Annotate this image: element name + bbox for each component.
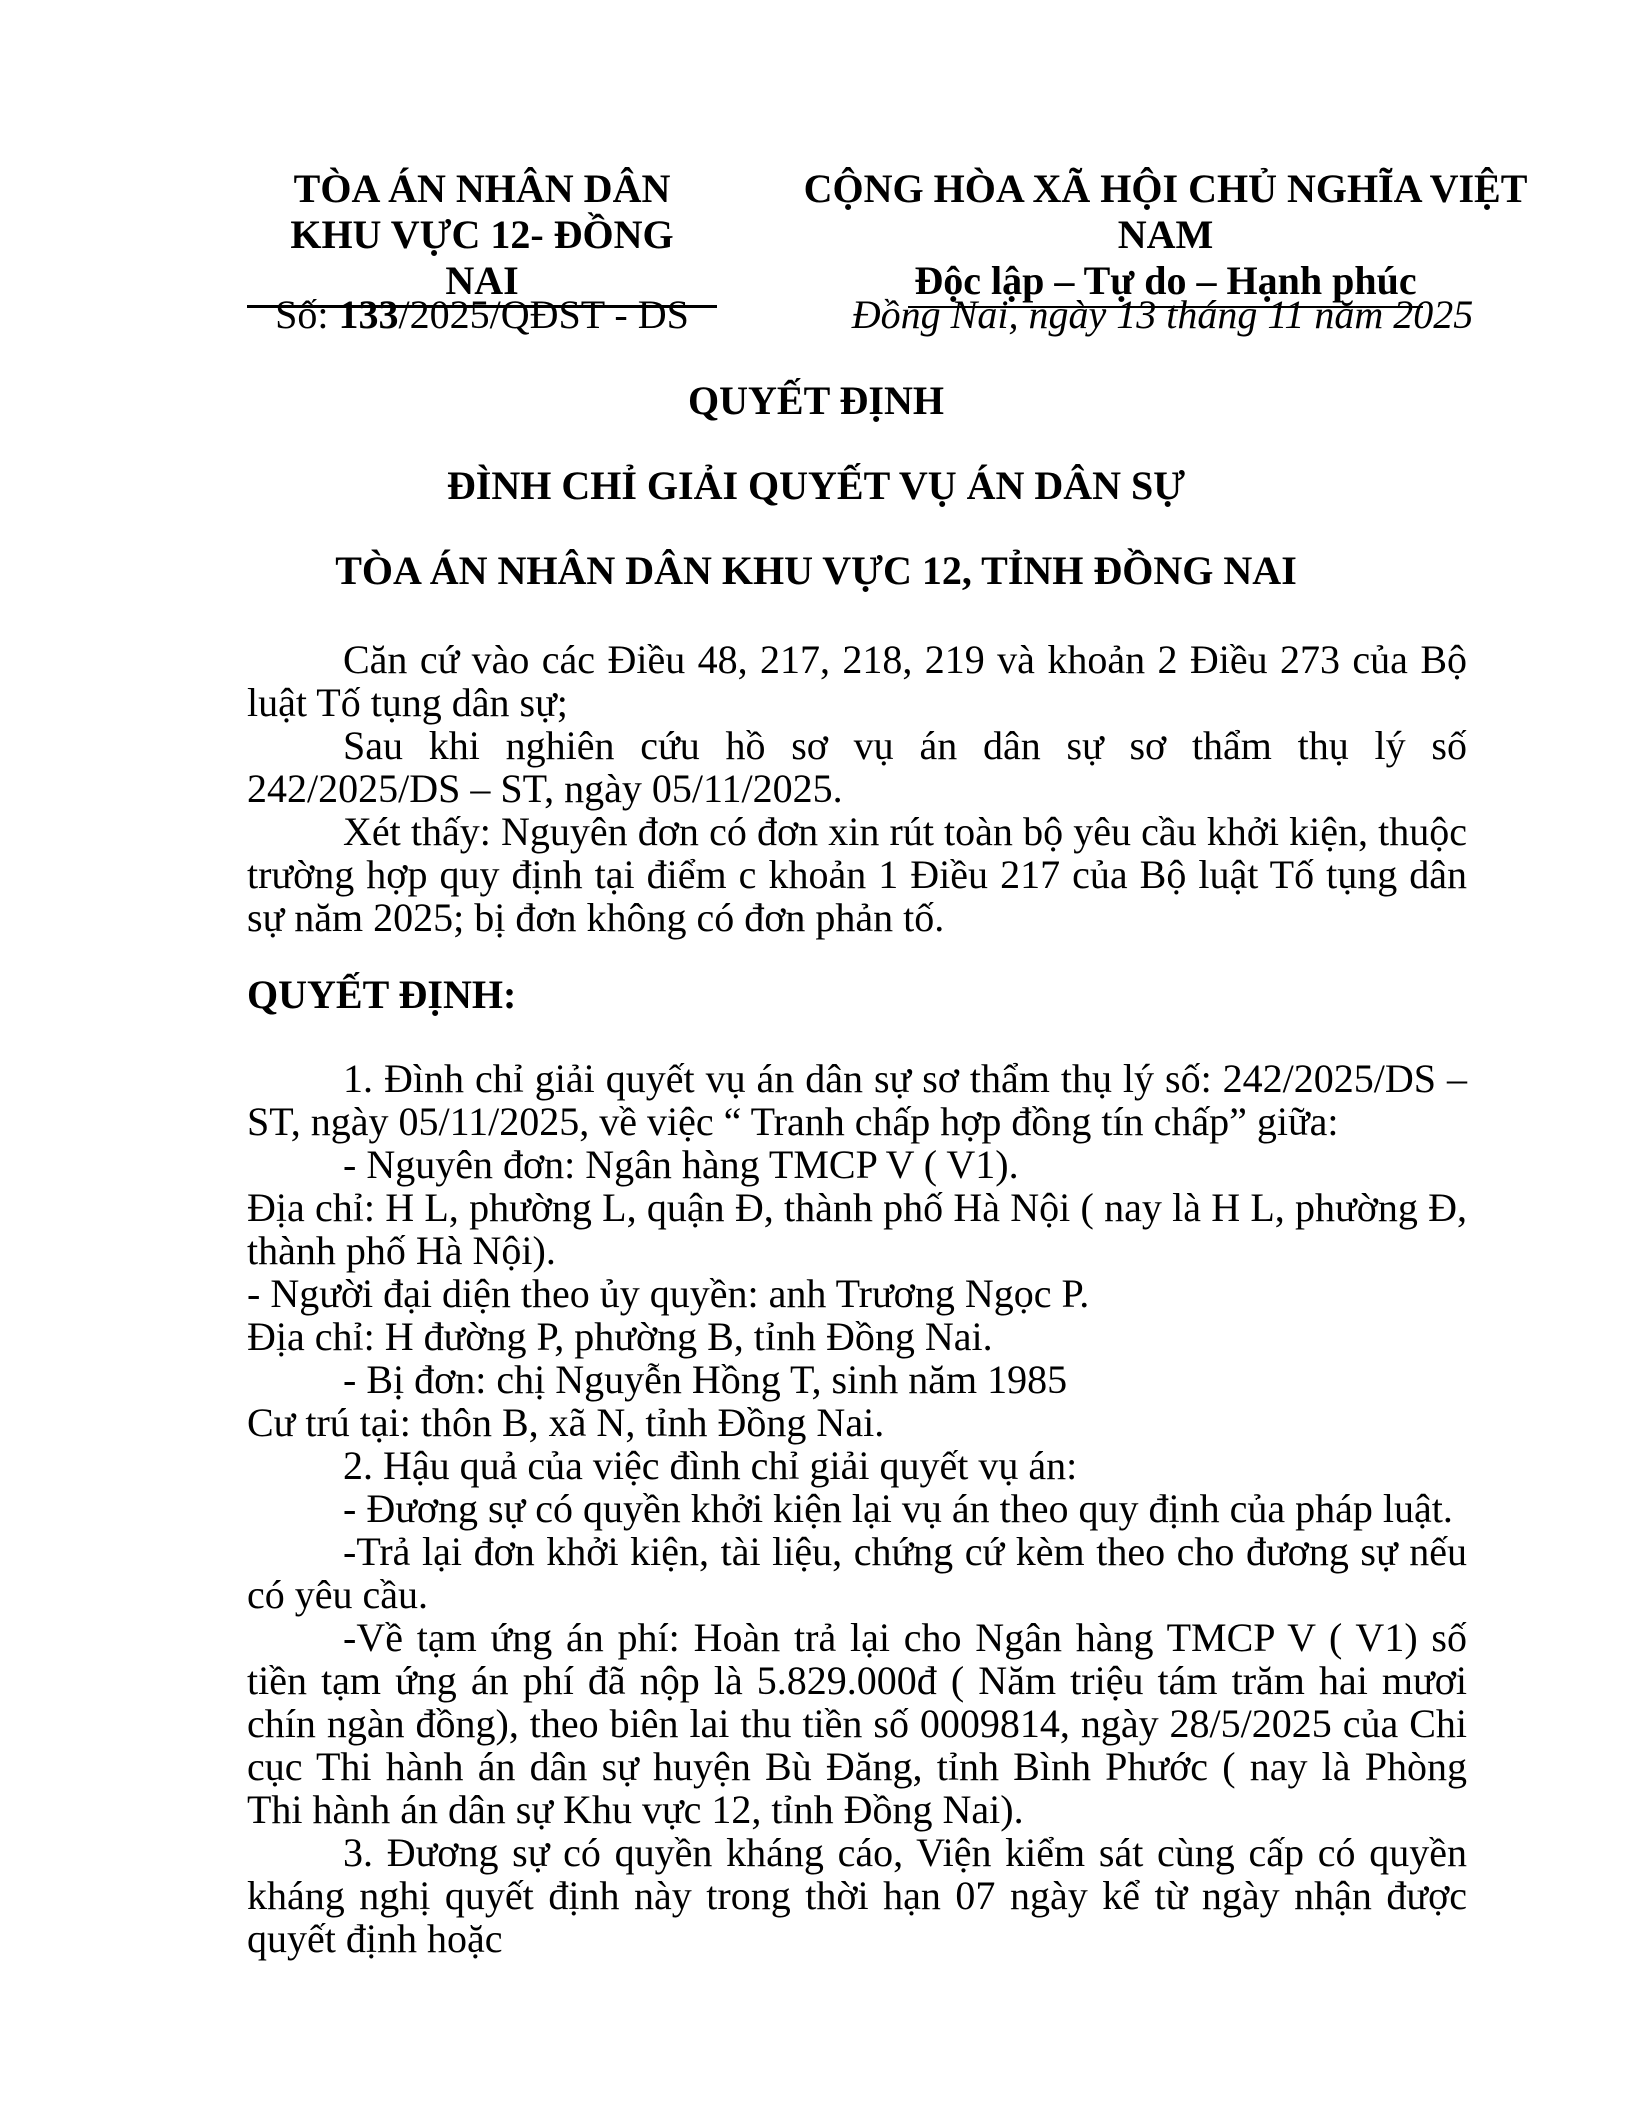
court-name-block: [247, 166, 717, 308]
national-motto: Độc lập – Tự do – Hạnh phúc: [768, 258, 1563, 308]
body-paragraph: -Trả lại đơn khởi kiện, tài liệu, chứng cứ kèm theo cho đương sự nếu có yêu cầu.: [247, 1529, 1467, 1617]
body-paragraph: 2. Hậu quả của việc đình chỉ giải quyết vụ án:: [343, 1443, 1078, 1488]
body-paragraph: Địa chỉ: H L, phường L, quận Đ, thành phố Hà Nội ( nay là H L, phường Đ, thành phố Hà Nội).: [247, 1185, 1467, 1273]
preamble-paragraph: Sau khi nghiên cứu hồ sơ vụ án dân sự sơ thẩm thụ lý số 242/2025/DS – ST, ngày 05/11/2025.: [247, 723, 1467, 811]
case-number-suffix: /2025/QĐST - DS: [398, 292, 689, 337]
body-paragraph: 1. Đình chỉ giải quyết vụ án dân sự sơ thẩm thụ lý số: 242/2025/DS – ST, ngày 05/11/2025, về việc “ Tranh chấp hợp đồng tín chấp” giữa:: [247, 1056, 1467, 1144]
document-header: [0, 0, 1632, 379]
body-paragraph: -Về tạm ứng án phí: Hoàn trả lại cho Ngân hàng TMCP V ( V1) số tiền tạm ứng án phí đã nộp là 5.829.000đ ( Năm triệu tám trăm hai mươi chín ngàn đồng), theo biên lai thu tiền số 0009814, ngày 28/5/2025 của Chi cục Thi hành án dân sự huyện Bù Đăng, tỉnh Bình Phước ( nay là Phòng Thi hành án dân sự Khu vực 12, tỉnh Đồng Nai).: [247, 1615, 1467, 1832]
court-name-line1: TÒA ÁN NHÂN DÂN: [293, 166, 671, 211]
court-title: TÒA ÁN NHÂN DÂN KHU VỰC 12, TỈNH ĐỒNG NAI: [335, 548, 1297, 593]
body-paragraph: - Đương sự có quyền khởi kiện lại vụ án theo quy định của pháp luật.: [343, 1486, 1453, 1531]
body-paragraph: Cư trú tại: thôn B, xã N, tỉnh Đồng Nai.: [247, 1400, 885, 1445]
case-number-line: [247, 293, 717, 336]
body-paragraph: Địa chỉ: H đường P, phường B, tỉnh Đồng Nai.: [247, 1314, 993, 1359]
court-name-line2: KHU VỰC 12- ĐỒNG NAI: [247, 212, 717, 308]
body-paragraph: 3. Đương sự có quyền kháng cáo, Viện kiểm sát cùng cấp có quyền kháng nghị quyết định này trong thời hạn 07 ngày kể từ ngày nhận được quyết định hoặc: [247, 1830, 1467, 1961]
body-paragraph: - Bị đơn: chị Nguyễn Hồng T, sinh năm 1985: [343, 1357, 1068, 1402]
body-paragraph: - Nguyên đơn: Ngân hàng TMCP V ( V1).: [343, 1142, 1019, 1187]
place-date-line: Đồng Nai, ngày 13 tháng 11 năm 2025: [851, 292, 1474, 337]
national-title: CỘNG HÒA XÃ HỘI CHỦ NGHĨA VIỆT NAM: [803, 166, 1528, 257]
decision-heading: QUYẾT ĐỊNH:: [247, 972, 517, 1017]
body-paragraph: - Người đại diện theo ủy quyền: anh Trương Ngọc P.: [247, 1271, 1090, 1316]
case-number-prefix: Số:: [275, 292, 339, 337]
case-number-value: 133: [338, 292, 399, 337]
decision-title: QUYẾT ĐỊNH: [688, 378, 944, 423]
document-body: [0, 638, 1632, 1960]
national-motto-block: [768, 166, 1563, 308]
preamble-paragraph: Căn cứ vào các Điều 48, 217, 218, 219 và khoản 2 Điều 273 của Bộ luật Tố tụng dân sự;: [247, 637, 1467, 725]
decision-subtitle: ĐÌNH CHỈ GIẢI QUYẾT VỤ ÁN DÂN SỰ: [446, 463, 1186, 508]
preamble-paragraph: Xét thấy: Nguyên đơn có đơn xin rút toàn bộ yêu cầu khởi kiện, thuộc trường hợp quy định tại điểm c khoản 1 Điều 217 của Bộ luật Tố tụng dân sự năm 2025; bị đơn không có đơn phản tố.: [247, 809, 1467, 940]
